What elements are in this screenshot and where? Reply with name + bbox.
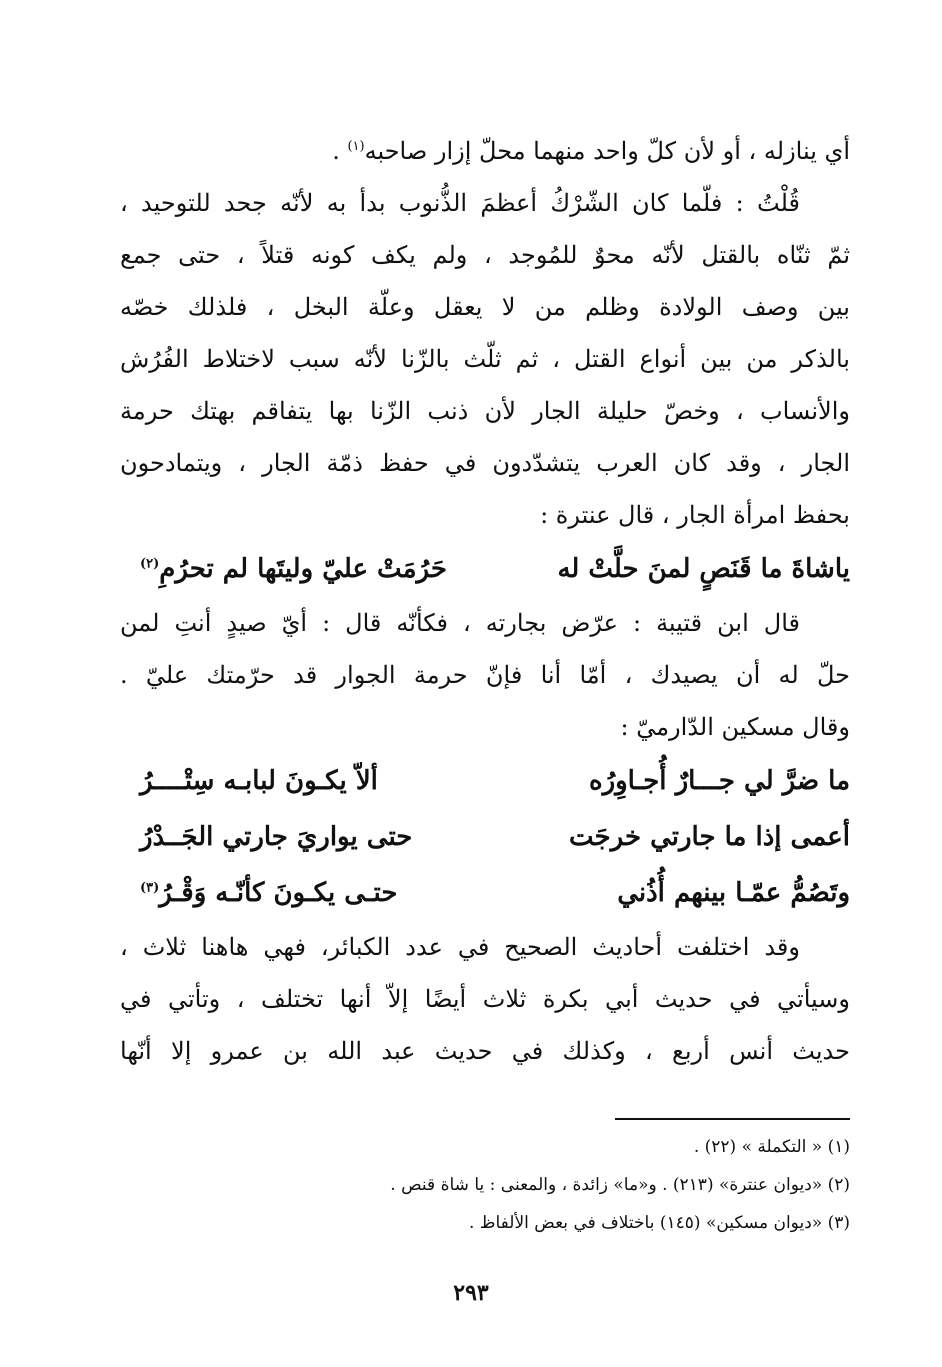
verse-first-hemistich: وتَصُمُّ عمّـا بينهم أُذُني [617,878,850,908]
verse-second-hemistich: ألاّ يكـونَ لبابـه سِتْــــرُ [140,766,378,796]
verse-second-hemistich: حَرُمَتْ عليّ وليتَها لم تحرُمِ$^{(٢)}$ [140,554,447,584]
footnote-ref: (٢) [140,556,160,572]
footnote: (٣) «ديوان مسكين» (١٤٥) باختلاف في بعض الألفاظ . [468,1213,850,1233]
body-line: حلّ له أن يصيدك ، أمّا أنا فإنّ حرمة الجوار قد حرّمتك عليّ . [120,661,850,689]
body-line: بالذكر من بين أنواع القتل ، ثم ثلّث بالزّنا لأنّه سبب لاختلاط الفُرُش [120,345,850,373]
footnote-separator [615,1118,850,1120]
body-line: حديث أنس أربع ، وكذلك في حديث عبد الله بن عمرو إلا أنّها [120,1037,850,1065]
poem-verse [120,753,850,809]
body-line: بين وصف الولادة وظلم من لا يعقل وعلّة البخل ، فلذلك خصّه [120,293,850,321]
body-line: قُلْتُ : فلّما كان الشّرْكُ أعظمَ الذُّنوب بدأ به لأنّه جحد للتوحيد ، [120,189,800,217]
footnotes [250,1128,850,1242]
verse-second-hemistich: حتى يواريَ جارتي الجَــدْرُ [140,822,413,852]
verse-first-hemistich: ياشاةَ ما قَنَصٍ لمنَ حلَّتْ له [557,554,850,584]
verse-first-hemistich: أعمى إذا ما جارتي خرجَت [569,822,850,852]
verse-second-hemistich: حتـى يكـونَ كأنّـه وَقْـرُ$^{(٣)}$ [140,878,398,908]
body-line: بحفظ امرأة الجار ، قال عنترة : [540,501,850,529]
body-line: والأنساب ، وخصّ حليلة الجار لأن ذنب الزّنا بها يتفاقم بهتك حرمة [120,397,850,425]
body-line: وقد اختلفت أحاديث الصحيح في عدد الكبائر، فهي هاهنا ثلاث ، [120,933,800,961]
body-line: ثمّ ثنّاه بالقتل لأنّه محوٌ للمُوجد ، ولم يكف كونه قتلاً ، حتى جمع [120,241,850,269]
poem-verse [120,865,850,921]
footnote-ref: (٣) [140,880,160,896]
body-line: وسيأتي في حديث أبي بكرة ثلاث أيضًا إلاّ أنها تختلف ، وتأتي في [120,985,850,1013]
footnote-ref: (١) [347,139,365,154]
footnote: (١) « التكملة » (٢٢) . [693,1137,850,1157]
body-line: الجار ، وقد كان العرب يتشدّدون في حفظ ذمّة الجار ، ويتمادحون [120,449,850,477]
poem-verse [120,809,850,865]
body-line: أي ينازله ، أو لأن كلّ واحد منهما محلّ إزار صاحبه$^{(١)}$ . [332,137,850,165]
body-line: قال ابن قتيبة : عرّض بجارته ، فكأنّه قال : أيّ صيدٍ أنتِ لمن [120,609,800,637]
poem-verse [120,541,850,597]
body-line: وقال مسكين الدّارميّ : [620,713,850,741]
footnote: (٢) «ديوان عنترة» (٢١٣) . و«ما» زائدة ، والمعنى : يا شاة قنص . [390,1175,850,1195]
page-number: ٢٩٣ [453,1280,489,1306]
verse-first-hemistich: ما ضرَّ لي جـــارٌ أُجـاوِرُه [588,766,850,796]
main-text [120,125,850,1077]
